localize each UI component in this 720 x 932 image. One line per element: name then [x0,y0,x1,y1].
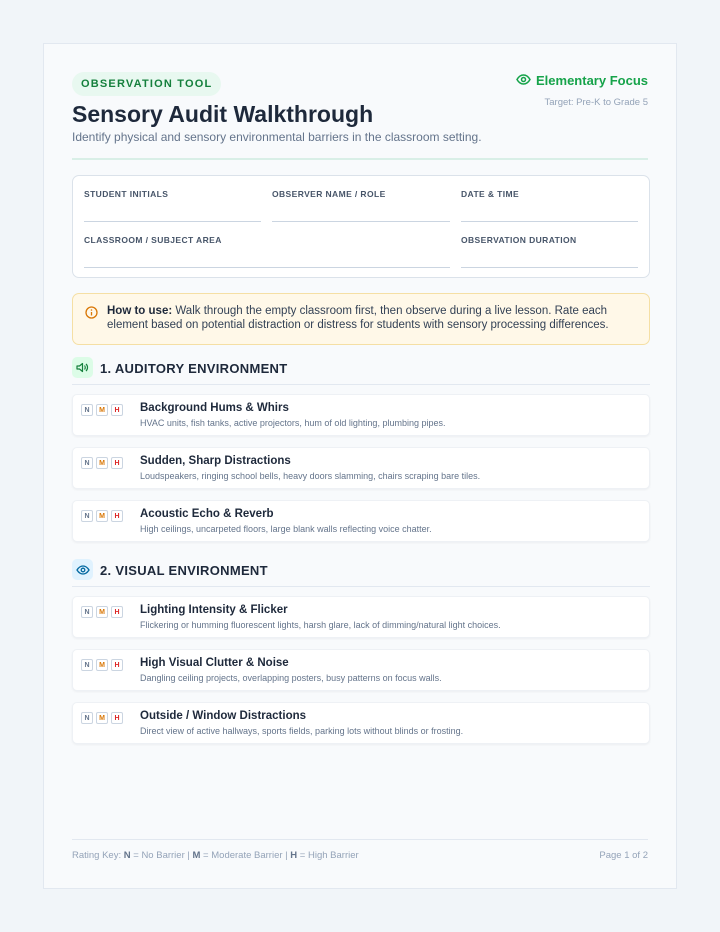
item-description: Flickering or humming fluorescent lights, harsh glare, lack of dimming/natural light choices. [140,620,501,630]
checklist-item [72,649,650,691]
student-initials-field[interactable]: STUDENT INITIALS [84,189,261,199]
how-to-use-text: Walk through the empty classroom first, then observe during a live lesson. Rate each element based on potential distraction or distress for students with sensory processing differences. [107,305,609,331]
rating-moderate-badge[interactable]: M [96,457,108,469]
footer-divider [72,839,648,840]
item-title: Lighting Intensity & Flicker [140,604,288,616]
observation-duration-field[interactable]: OBSERVATION DURATION [461,235,638,245]
section-title: 2. VISUAL ENVIRONMENT [100,563,268,578]
focus-text: Elementary Focus [536,73,648,88]
rating-none-badge[interactable]: N [81,404,93,416]
rating-high-badge[interactable]: H [111,404,123,416]
page-title: Sensory Audit Walkthrough [72,101,374,127]
observation-tool-tag: OBSERVATION TOOL [72,72,221,96]
focus-label [516,73,648,88]
rating-badges [81,404,123,416]
speaker-icon [72,357,93,378]
observer-name-field[interactable]: OBSERVER NAME / ROLE [272,189,450,199]
rating-none-badge[interactable]: N [81,606,93,618]
checklist-item [72,702,650,744]
rating-moderate-badge[interactable]: M [96,712,108,724]
how-to-use-lead: How to use: [107,305,173,317]
rating-high-badge[interactable]: H [111,606,123,618]
target-grades: Target: Pre-K to Grade 5 [544,97,648,108]
rating-none-badge[interactable]: N [81,659,93,671]
rating-high-badge[interactable]: H [111,659,123,671]
item-description: HVAC units, fish tanks, active projectors, hum of old lighting, plumbing pipes. [140,418,446,428]
rating-moderate-badge[interactable]: M [96,510,108,522]
how-to-use-note [72,293,650,345]
item-title: Outside / Window Distractions [140,710,307,722]
rating-moderate-badge[interactable]: M [96,606,108,618]
date-time-field[interactable]: DATE & TIME [461,189,638,199]
checklist-item [72,500,650,542]
rating-badges [81,606,123,618]
item-description: Loudspeakers, ringing school bells, heavy doors slamming, chairs scraping bare tiles. [140,471,481,481]
page-subtitle: Identify physical and sensory environmental barriers in the classroom setting. [72,130,482,144]
item-title: High Visual Clutter & Noise [140,657,289,669]
info-icon [85,306,98,323]
rating-key: Rating Key: N = No Barrier | M = Moderate Barrier | H = High Barrier [72,850,359,861]
header-divider [72,158,648,160]
rating-none-badge[interactable]: N [81,510,93,522]
rating-moderate-badge[interactable]: M [96,404,108,416]
item-description: Dangling ceiling projects, overlapping posters, busy patterns on focus walls. [140,673,442,683]
rating-none-badge[interactable]: N [81,712,93,724]
checklist-item [72,394,650,436]
page-number: Page 1 of 2 [599,850,648,861]
eye-icon [72,559,93,580]
rating-high-badge[interactable]: H [111,510,123,522]
rating-none-badge[interactable]: N [81,457,93,469]
item-title: Acoustic Echo & Reverb [140,508,274,520]
item-title: Background Hums & Whirs [140,402,289,414]
rating-moderate-badge[interactable]: M [96,659,108,671]
checklist-item [72,596,650,638]
rating-high-badge[interactable]: H [111,712,123,724]
section-auditory-header [72,357,650,385]
worksheet-page [43,43,677,889]
section-title: 1. AUDITORY ENVIRONMENT [100,361,288,376]
checklist-item [72,447,650,489]
rating-high-badge[interactable]: H [111,457,123,469]
rating-badges [81,712,123,724]
rating-badges [81,659,123,671]
item-description: Direct view of active hallways, sports fields, parking lots without blinds or frosting. [140,726,464,736]
observation-form [72,175,650,278]
item-title: Sudden, Sharp Distractions [140,455,291,467]
classroom-subject-field[interactable]: CLASSROOM / SUBJECT AREA [84,235,450,245]
rating-badges [81,510,123,522]
section-visual-header [72,559,650,587]
item-description: High ceilings, uncarpeted floors, large blank walls reflecting voice chatter. [140,524,432,534]
rating-badges [81,457,123,469]
eye-icon [516,73,531,88]
